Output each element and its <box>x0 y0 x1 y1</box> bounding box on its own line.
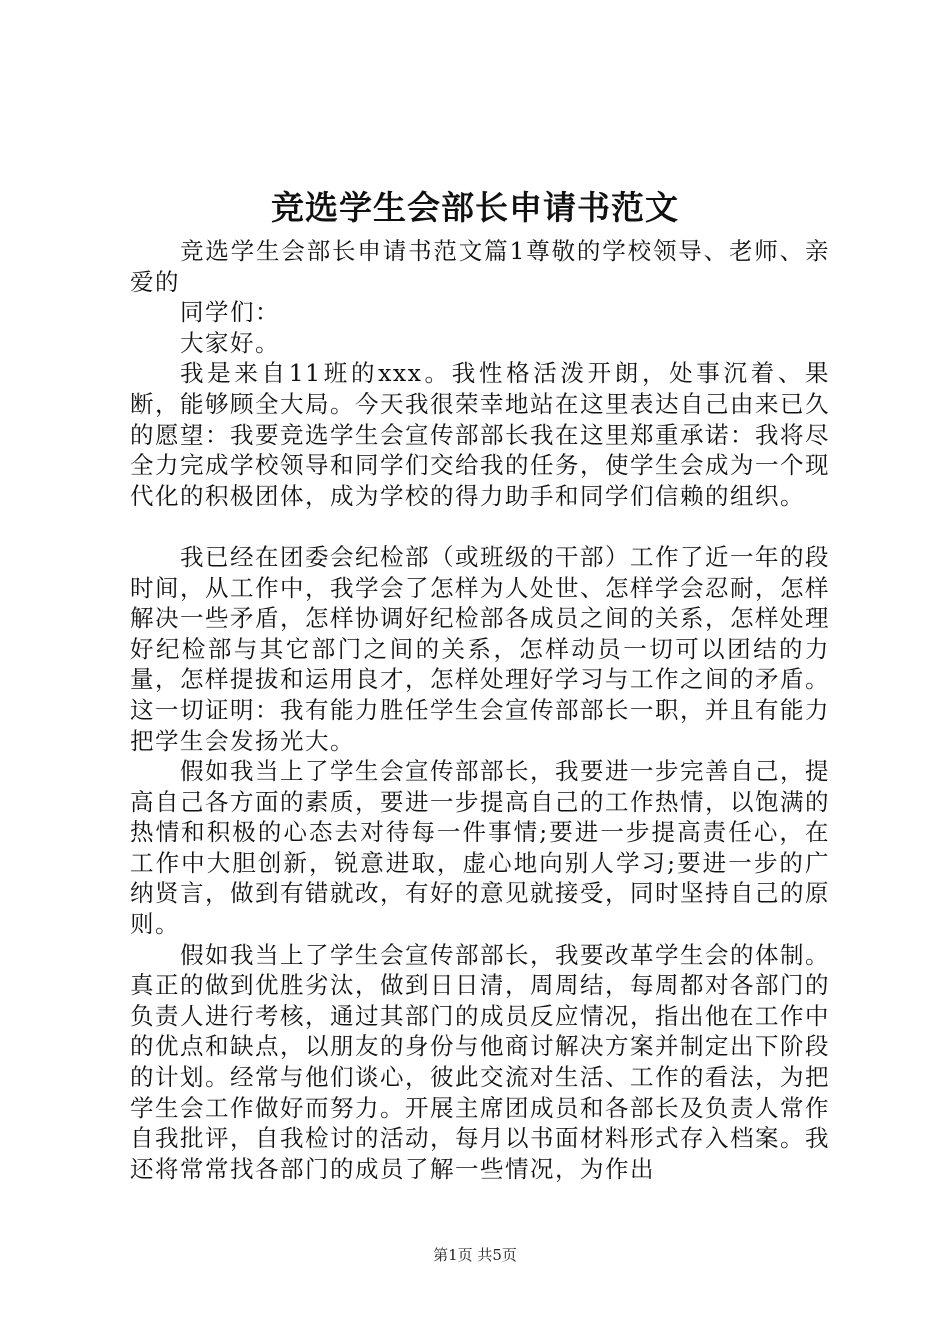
paragraph-self-improvement: 假如我当上了学生会宣传部部长，我要进一步完善自己，提高自己各方面的素质，要进一步提高自己的工作热情，以饱满的热情和积极的心态去对待每一件事情;要进一步提高责任心，在工作中大胆创新，锐意进取，虚心地向别人学习;要进一步的广纳贤言，做到有错就改，有好的意见就接受，同时坚持自己的原则。 <box>130 757 830 939</box>
paragraph-salutation-continued: 同学们： <box>180 298 280 327</box>
paragraph-greeting: 大家好。 <box>180 328 280 357</box>
document-title: 竞选学生会部长申请书范文 <box>271 188 679 227</box>
paragraph-salutation: 竞选学生会部长申请书范文篇1尊敬的学校领导、老师、亲爱的 <box>130 237 830 296</box>
document-body <box>130 236 830 1184</box>
paragraph-experience: 我已经在团委会纪检部（或班级的干部）工作了近一年的段时间，从工作中，我学会了怎样为人处世、怎样学会忍耐，怎样解决一些矛盾，怎样协调好纪检部各成员之间的关系，怎样处理好纪检部与其它部门之间的关系，怎样动员一切可以团结的力量，怎样提拔和运用良才，怎样处理好学习与工作之间的矛盾。这一切证明：我有能力胜任学生会宣传部部长一职，并且有能力把学生会发扬光大。 <box>130 542 830 755</box>
paragraph-introduction: 我是来自11班的xxx。我性格活泼开朗，处事沉着、果断，能够顾全大局。今天我很荣幸地站在这里表达自己由来已久的愿望：我要竞选学生会宣传部部长我在这里郑重承诺：我将尽全力完成学校领导和同学们交给我的任务，使学生会成为一个现代化的积极团体，成为学校的得力助手和同学们信赖的组织。 <box>130 359 830 510</box>
paragraph-reform: 假如我当上了学生会宣传部部长，我要改革学生会的体制。真正的做到优胜劣汰，做到日日清，周周结，每周都对各部门的负责人进行考核，通过其部门的成员反应情况，指出他在工作中的优点和缺点，以朋友的身份与他商讨解决方案并制定出下阶段的计划。经常与他们谈心，彼此交流对生活、工作的看法，为把学生会工作做好而努力。开展主席团成员和各部长及负责人常作自我批评，自我检讨的活动，每月以书面材料形式存入档案。我还将常常找各部门的成员了解一些情况，为作出 <box>130 940 830 1183</box>
page-footer: 第1页 共5页 <box>433 1246 517 1264</box>
